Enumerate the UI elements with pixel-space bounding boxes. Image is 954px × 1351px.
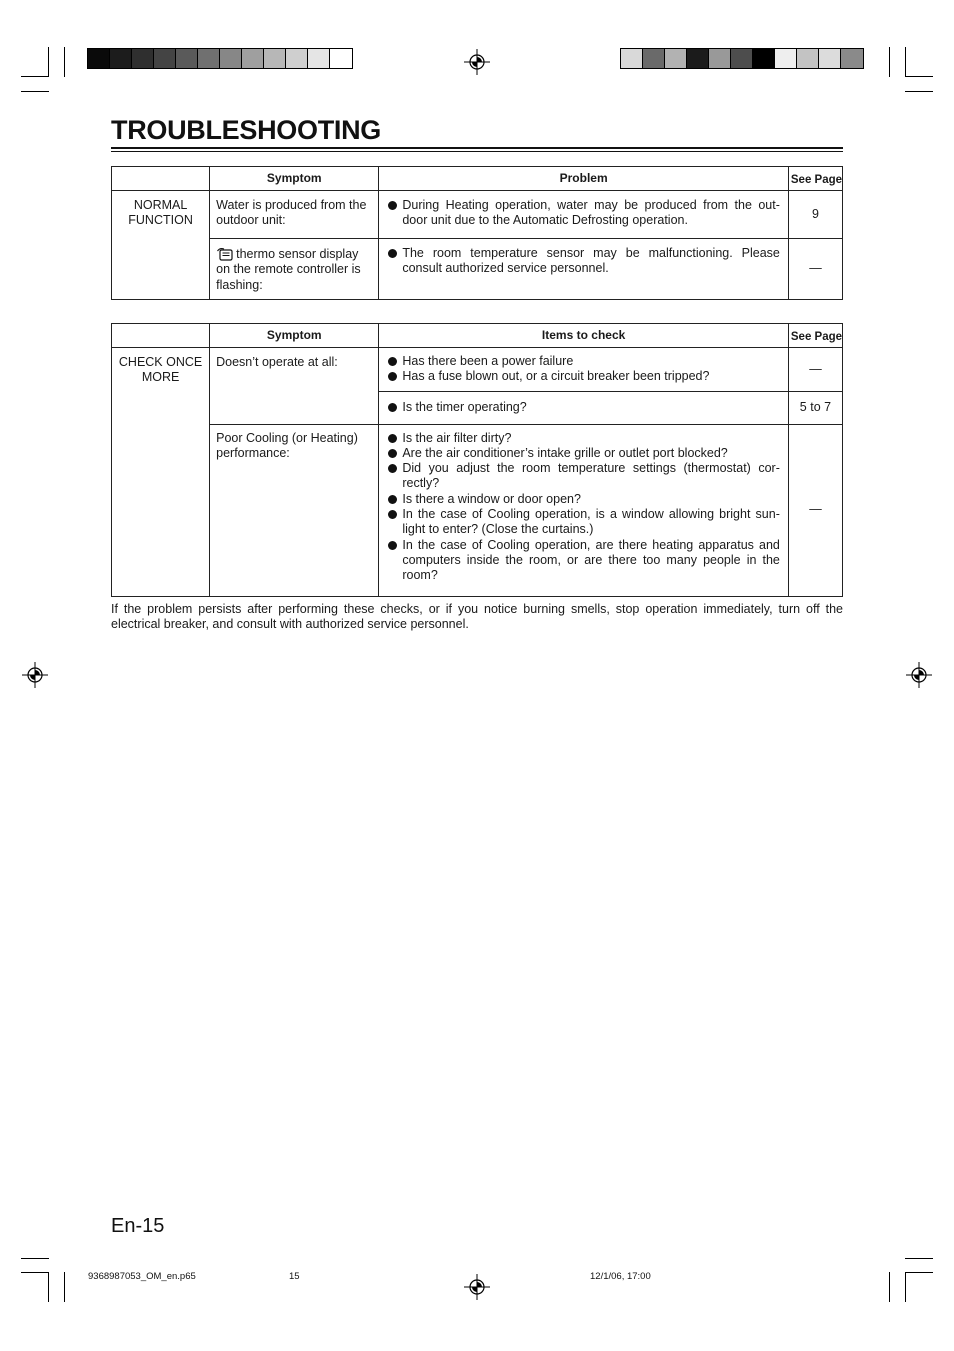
crop-mark <box>64 47 65 77</box>
crop-mark <box>905 1258 933 1259</box>
color-calibration-strip-right <box>620 48 864 69</box>
header-problem: Problem <box>379 167 789 191</box>
color-swatch <box>797 49 819 68</box>
problem-cell <box>379 239 789 300</box>
see-page-cell: 9 <box>788 191 842 239</box>
symptom-text: thermo sensor display on the remote controller is flashing: <box>216 247 361 292</box>
page-number: En-15 <box>111 1215 165 1237</box>
crop-mark <box>889 47 890 77</box>
header-see-page: See Page <box>788 167 842 191</box>
color-swatch <box>132 49 154 68</box>
symptom-cell: Poor Cooling (or Heating) performance: <box>210 424 379 596</box>
crop-mark <box>889 1272 890 1302</box>
registration-mark-icon <box>464 1274 490 1300</box>
color-swatch <box>687 49 709 68</box>
header-see-page: See Page <box>788 324 842 348</box>
color-swatch <box>176 49 198 68</box>
color-swatch <box>242 49 264 68</box>
color-swatch <box>264 49 286 68</box>
crop-mark <box>905 47 906 77</box>
normal-function-table <box>111 166 843 300</box>
color-calibration-strip-left <box>87 48 353 69</box>
imprint-page: 15 <box>289 1271 300 1282</box>
imprint-filename: 9368987053_OM_en.p65 <box>88 1271 196 1282</box>
problem-text: During Heating operation, water may be produced from the out- door unit due to the Automatic Defrosting operation. <box>387 198 780 229</box>
crop-mark <box>64 1272 65 1302</box>
crop-mark <box>21 1258 49 1259</box>
items-cell <box>379 391 789 424</box>
color-swatch <box>154 49 176 68</box>
category-label: MORE <box>141 370 180 385</box>
category-cell <box>112 348 210 597</box>
category-cell <box>112 191 210 300</box>
problem-cell <box>379 191 789 239</box>
color-swatch <box>643 49 665 68</box>
check-item: In the case of Cooling operation, is a window allowing bright sun- light to enter? (Close the curtains.) <box>387 507 780 538</box>
registration-mark-icon <box>906 662 932 688</box>
crop-mark <box>21 1272 49 1273</box>
color-swatch <box>88 49 110 68</box>
see-page-cell: — <box>788 239 842 300</box>
check-once-more-table <box>111 323 843 597</box>
title-rule <box>111 147 843 149</box>
color-swatch <box>775 49 797 68</box>
page-title: TROUBLESHOOTING <box>111 115 381 145</box>
category-label: CHECK ONCE <box>118 355 203 369</box>
thermo-sensor-icon <box>216 246 234 261</box>
symptom-cell: Water is produced from the outdoor unit: <box>210 191 379 239</box>
crop-mark <box>48 47 49 77</box>
color-swatch <box>330 49 352 68</box>
check-item: Are the air conditioner’s intake grille or outlet port blocked? <box>387 446 780 461</box>
color-swatch <box>819 49 841 68</box>
category-label: NORMAL <box>133 198 188 212</box>
color-swatch <box>731 49 753 68</box>
footnote: If the problem persists after performing these checks, or if you notice burning smells, stop operation immediately, turn off the electrical breaker, and consult with authorized service personnel. <box>111 602 843 632</box>
check-item: Has there been a power failure <box>387 354 780 369</box>
table-row <box>112 239 843 300</box>
imprint-datetime: 12/1/06, 17:00 <box>590 1271 651 1282</box>
category-label: FUNCTION <box>128 213 193 228</box>
color-swatch <box>841 49 863 68</box>
check-item: Is there a window or door open? <box>387 492 780 507</box>
crop-mark <box>48 1272 49 1302</box>
items-cell <box>379 348 789 392</box>
table-row <box>112 348 843 392</box>
header-symptom: Symptom <box>210 324 379 348</box>
check-item: Is the air filter dirty? <box>387 431 780 446</box>
header-blank <box>112 167 210 191</box>
see-page-cell: 5 to 7 <box>788 391 842 424</box>
header-items-to-check: Items to check <box>379 324 789 348</box>
check-item: Has a fuse blown out, or a circuit breaker been tripped? <box>387 369 780 384</box>
color-swatch <box>753 49 775 68</box>
color-swatch <box>709 49 731 68</box>
symptom-cell: Doesn’t operate at all: <box>210 348 379 425</box>
check-item: In the case of Cooling operation, are there heating apparatus and computers inside the room, or are there too many people in the room? <box>387 538 780 584</box>
table-row <box>112 424 843 596</box>
table-row <box>112 191 843 239</box>
header-symptom: Symptom <box>210 167 379 191</box>
see-page-cell: — <box>788 348 842 392</box>
color-swatch <box>621 49 643 68</box>
crop-mark <box>905 1272 906 1302</box>
color-swatch <box>286 49 308 68</box>
crop-mark <box>905 91 933 92</box>
registration-mark-icon <box>22 662 48 688</box>
title-rule <box>111 151 843 152</box>
table-header-row <box>112 167 843 191</box>
table-header-row <box>112 324 843 348</box>
symptom-cell <box>210 239 379 300</box>
color-swatch <box>220 49 242 68</box>
color-swatch <box>110 49 132 68</box>
check-item: Did you adjust the room temperature settings (thermostat) cor- rectly? <box>387 461 780 492</box>
crop-mark <box>21 91 49 92</box>
problem-text: The room temperature sensor may be malfunctioning. Please consult authorized service personnel. <box>387 246 780 277</box>
registration-mark-icon <box>464 49 490 75</box>
crop-mark <box>905 1272 933 1273</box>
check-item: Is the timer operating? <box>387 400 780 415</box>
crop-mark <box>21 76 49 77</box>
header-blank <box>112 324 210 348</box>
items-cell <box>379 424 789 596</box>
color-swatch <box>198 49 220 68</box>
color-swatch <box>308 49 330 68</box>
crop-mark <box>905 76 933 77</box>
color-swatch <box>665 49 687 68</box>
see-page-cell: — <box>788 424 842 596</box>
